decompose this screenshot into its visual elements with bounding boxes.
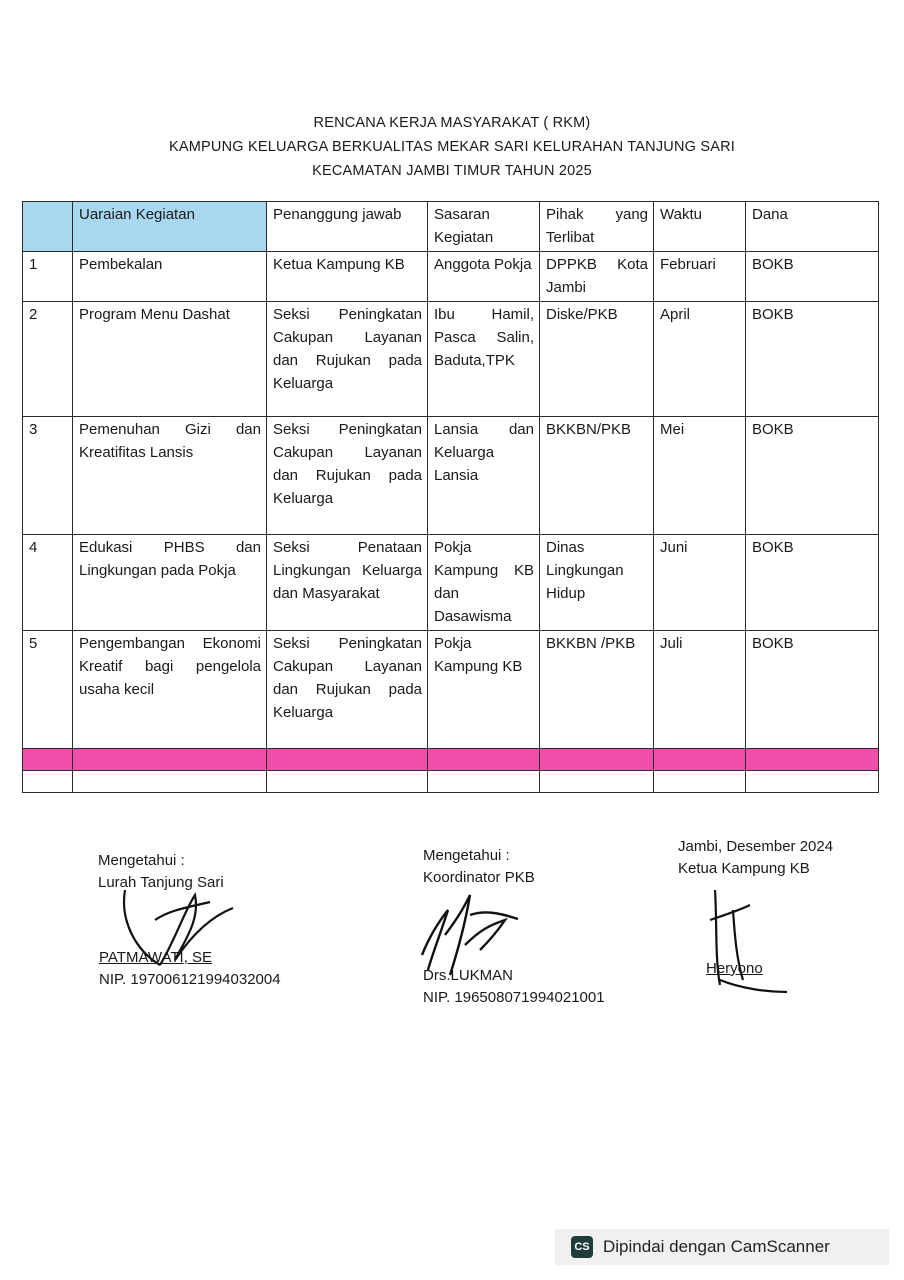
table-row	[23, 535, 879, 631]
cell-uraian: Pembekalan	[73, 252, 267, 302]
cell-no: 3	[23, 417, 73, 535]
signature-name-ketua	[706, 958, 763, 980]
cell-sasaran: Ibu Hamil, Pasca Salin, Baduta,TPK	[428, 302, 540, 417]
ketua-date: Jambi, Desember 2024	[678, 838, 834, 855]
camscanner-watermark	[555, 1229, 889, 1265]
cell-uraian: Edukasi PHBS dan Lingkungan pada Pokja	[73, 535, 267, 631]
table-row	[23, 302, 879, 417]
cell-penanggung: Seksi Peningkatan Cakupan Layanan dan Rujukan pada Keluarga	[267, 631, 428, 749]
cell-no: 5	[23, 631, 73, 749]
signature-scribble-ketua	[695, 880, 795, 1000]
table-row	[23, 631, 879, 749]
header-dana: Dana	[746, 202, 879, 252]
table-header-row	[23, 202, 879, 252]
pink-cell	[73, 749, 267, 771]
cell-no: 2	[23, 302, 73, 417]
cell-pihak: BKKBN/PKB	[540, 417, 654, 535]
header-uraian: Uaraian Kegiatan	[73, 202, 267, 252]
cell-waktu: Juni	[654, 535, 746, 631]
empty-row	[23, 771, 879, 793]
camscanner-logo-icon: CS	[571, 1236, 593, 1258]
title-line-3: KECAMATAN JAMBI TIMUR TAHUN 2025	[312, 163, 592, 179]
cell-sasaran: Anggota Pokja	[428, 252, 540, 302]
empty-cell	[23, 771, 73, 793]
pink-cell	[746, 749, 879, 771]
table-row	[23, 417, 879, 535]
koordinator-name: Drs.LUKMAN	[423, 967, 514, 984]
pink-cell	[654, 749, 746, 771]
empty-cell	[540, 771, 654, 793]
cell-waktu: Mei	[654, 417, 746, 535]
signature-block-ketua	[678, 836, 833, 880]
cell-dana: BOKB	[746, 535, 879, 631]
cell-pihak: Diske/PKB	[540, 302, 654, 417]
empty-cell	[654, 771, 746, 793]
empty-cell	[267, 771, 428, 793]
ketua-label: Ketua Kampung KB	[678, 860, 810, 877]
header-penanggung: Penanggung jawab	[267, 202, 428, 252]
cell-waktu: Juli	[654, 631, 746, 749]
cell-uraian: Pengembangan Ekonomi Kreatif bagi pengelola usaha kecil	[73, 631, 267, 749]
ketua-name: Heryono	[706, 960, 763, 977]
cell-waktu: Februari	[654, 252, 746, 302]
table-row	[23, 252, 879, 302]
pink-cell	[267, 749, 428, 771]
lurah-name: PATMAWATI, SE	[99, 949, 213, 966]
empty-cell	[746, 771, 879, 793]
header-pihak: Pihak yang Terlibat	[540, 202, 654, 252]
cell-dana: BOKB	[746, 302, 879, 417]
cell-sasaran: Pokja Kampung KB dan Dasawisma	[428, 535, 540, 631]
pink-cell	[428, 749, 540, 771]
cell-no: 1	[23, 252, 73, 302]
lurah-label-1: Mengetahui :	[98, 852, 185, 869]
header-waktu: Waktu	[654, 202, 746, 252]
koordinator-nip: NIP. 196508071994021001	[423, 989, 605, 1006]
cell-pihak: DPPKB Kota Jambi	[540, 252, 654, 302]
cell-no: 4	[23, 535, 73, 631]
cell-dana: BOKB	[746, 252, 879, 302]
pink-cell	[540, 749, 654, 771]
cell-sasaran: Pokja Kampung KB	[428, 631, 540, 749]
koordinator-label-2: Koordinator PKB	[423, 869, 535, 886]
cell-penanggung: Seksi Peningkatan Cakupan Layanan dan Rujukan pada Keluarga	[267, 302, 428, 417]
empty-cell	[73, 771, 267, 793]
cell-dana: BOKB	[746, 631, 879, 749]
title-line-2: KAMPUNG KELUARGA BERKUALITAS MEKAR SARI KELURAHAN TANJUNG SARI	[169, 139, 735, 155]
cell-sasaran: Lansia dan Keluarga Lansia	[428, 417, 540, 535]
cell-uraian: Pemenuhan Gizi dan Kreatifitas Lansis	[73, 417, 267, 535]
cell-penanggung: Seksi Penataan Lingkungan Keluarga dan Masyarakat	[267, 535, 428, 631]
cell-dana: BOKB	[746, 417, 879, 535]
document-title	[0, 111, 904, 183]
signature-name-koordinator	[423, 965, 605, 1009]
camscanner-text: Dipindai dengan CamScanner	[603, 1237, 830, 1256]
lurah-nip: NIP. 197006121994032004	[99, 971, 281, 988]
cell-penanggung: Seksi Peningkatan Cakupan Layanan dan Rujukan pada Keluarga	[267, 417, 428, 535]
title-line-1: RENCANA KERJA MASYARAKAT ( RKM)	[313, 115, 591, 131]
signature-name-lurah	[99, 947, 281, 991]
lurah-label-2: Lurah Tanjung Sari	[98, 874, 224, 891]
cell-penanggung: Ketua Kampung KB	[267, 252, 428, 302]
cell-pihak: BKKBN /PKB	[540, 631, 654, 749]
cell-waktu: April	[654, 302, 746, 417]
cell-uraian: Program Menu Dashat	[73, 302, 267, 417]
highlight-row	[23, 749, 879, 771]
koordinator-label-1: Mengetahui :	[423, 847, 510, 864]
empty-cell	[428, 771, 540, 793]
pink-cell	[23, 749, 73, 771]
header-no	[23, 202, 73, 252]
header-sasaran: Sasaran Kegiatan	[428, 202, 540, 252]
rkm-table	[22, 201, 879, 793]
cell-pihak: Dinas Lingkungan Hidup	[540, 535, 654, 631]
